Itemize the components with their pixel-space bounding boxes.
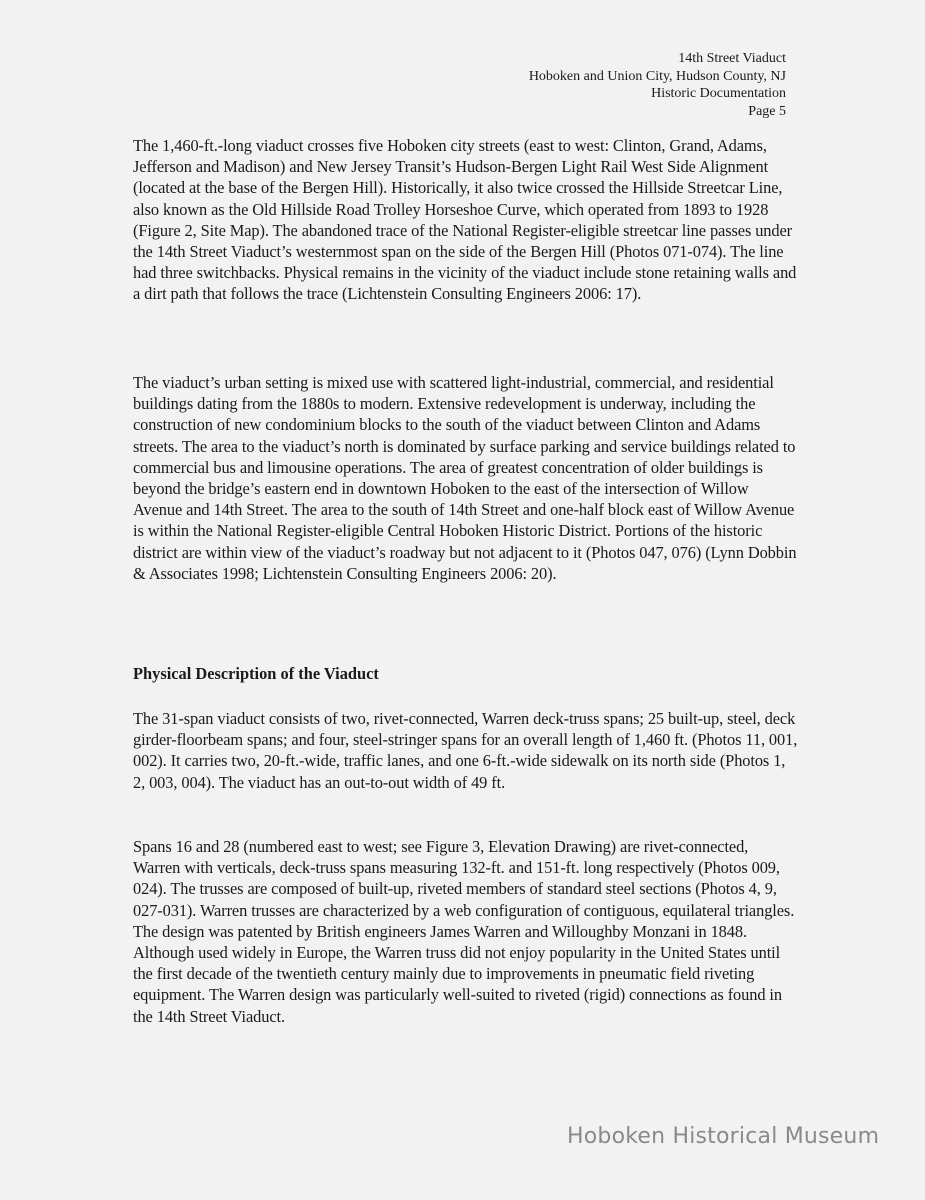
paragraph-span-overview: The 31-span viaduct consists of two, rivet-connected, Warren deck-truss spans; 25 built-up, steel, deck girder-floorbeam spans; and four, steel-stringer spans for an overall length of 1,460 ft. (Photos 11, 001, 002). It carries two, 20-ft.-wide, traffic lanes, and one 6-ft.-wide sidewalk on its north side (Photos 1, 2, 003, 004). The viaduct has an out-to-out width of 49 ft.	[133, 709, 798, 792]
paragraph-trolley-history: The 1,460-ft.-long viaduct crosses five Hoboken city streets (east to west: Clinton, Grand, Adams, Jefferson and Madison) and New Jersey Transit’s Hudson-Bergen Light Rail West Side Alignment (located at the base of the Bergen Hill). Historically, it also twice crossed the Hillside Streetcar Line, also known as the Old Hillside Road Trolley Horseshoe Curve, which operated from 1893 to 1928 (Figure 2, Site Map). The abandoned trace of the National Register-eligible streetcar line passes under the 14th Street Viaduct’s westernmost span on the side of the Bergen Hill (Photos 071-074). The line had three switchbacks. Physical remains in the vicinity of the viaduct include stone retaining walls and a dirt path that follows the trace (Lichtenstein Consulting Engineers 2006: 17).	[133, 136, 797, 304]
section-heading: Physical Description of the Viaduct	[133, 664, 379, 683]
header-location: Hoboken and Union City, Hudson County, NJ	[528, 68, 786, 84]
header-page-number: Page 5	[748, 103, 786, 119]
museum-watermark: Hoboken Historical Museum	[567, 1124, 880, 1149]
header-title: 14th Street Viaduct	[678, 51, 786, 66]
header-doc-type: Historic Documentation	[651, 86, 786, 101]
paragraph-urban-setting: The viaduct’s urban setting is mixed use with scattered light-industrial, commercial, and residential buildings dating from the 1880s to modern. Extensive redevelopment is underway, including the construction of new condominium blocks to the south of the viaduct between Clinton and Adams streets. The area to the viaduct’s north is dominated by surface parking and service buildings related to commercial bus and limousine operations. The area of greatest concentration of older buildings is beyond the bridge’s eastern end in downtown Hoboken to the east of the intersection of Willow Avenue and 14th Street. The area to the south of 14th Street and one-half block east of Willow Avenue is within the National Register-eligible Central Hoboken Historic District. Portions of the historic district are within view of the viaduct’s roadway but not adjacent to it (Photos 047, 076) (Lynn Dobbin & Associates 1998; Lichtenstein Consulting Engineers 2006: 20).	[133, 373, 797, 583]
page-header	[529, 50, 786, 120]
paragraph-warren-truss: Spans 16 and 28 (numbered east to west; see Figure 3, Elevation Drawing) are rivet-connected, Warren with verticals, deck-truss spans measuring 132-ft. and 151-ft. long respectively (Photos 009, 024). The trusses are composed of built-up, riveted members of standard steel sections (Photos 4, 9, 027-031). Warren trusses are characterized by a web configuration of contiguous, equilateral triangles. The design was patented by British engineers James Warren and Willoughby Monzani in 1848. Although used widely in Europe, the Warren truss did not enjoy popularity in the United States until the first decade of the twentieth century mainly due to improvements in pneumatic field riveting equipment. The Warren design was particularly well-suited to riveted (rigid) connections as found in the 14th Street Viaduct.	[133, 837, 795, 1026]
